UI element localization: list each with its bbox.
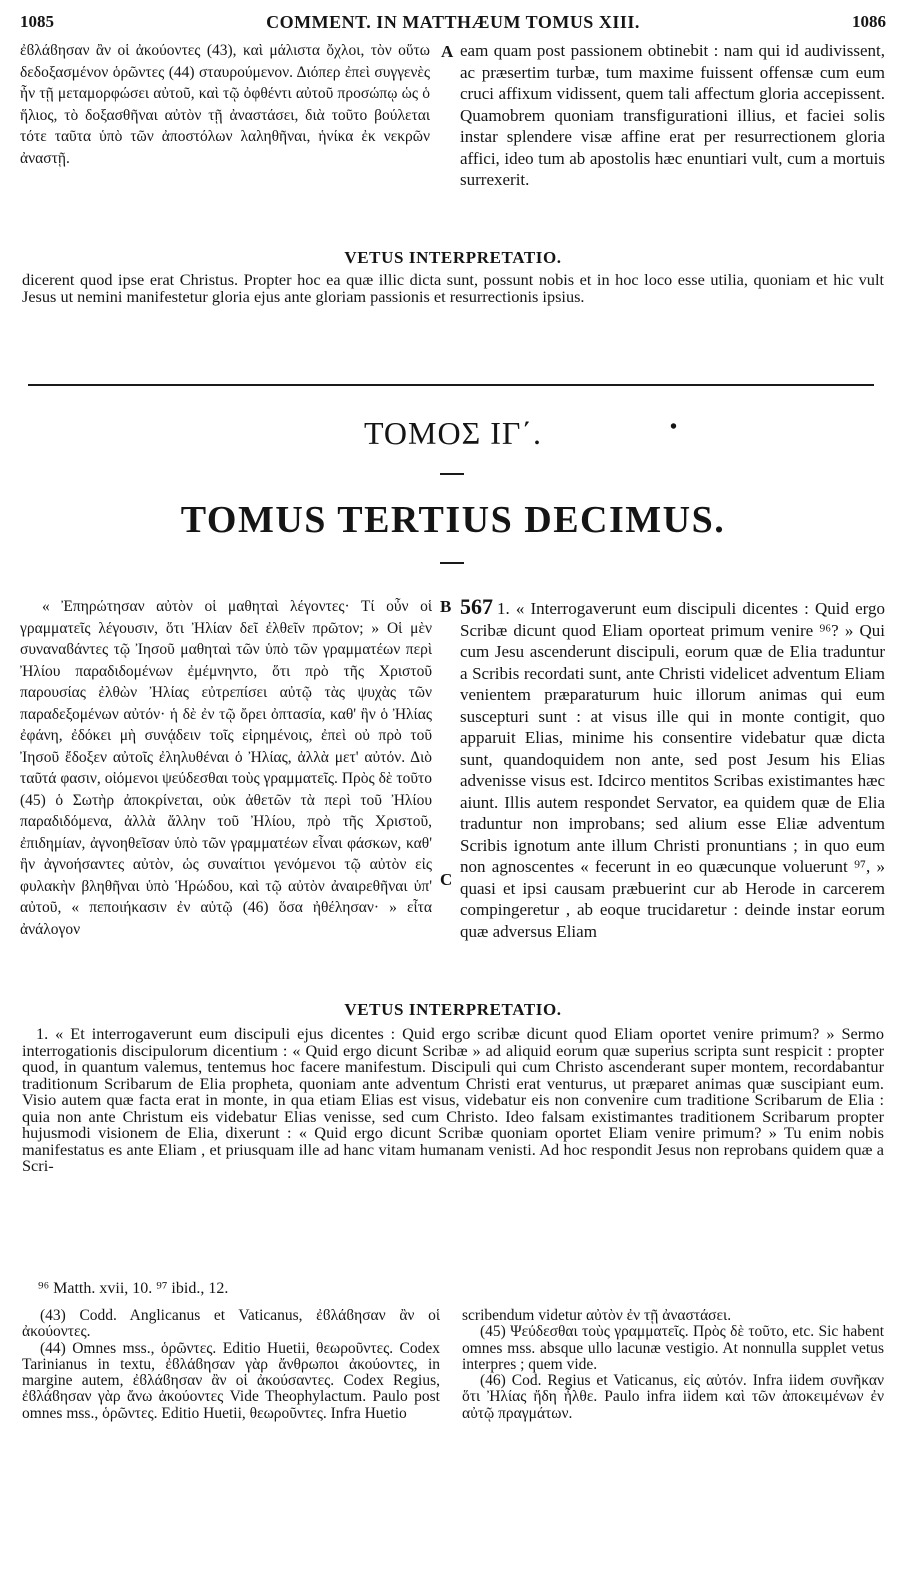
vetus-heading-top: VETUS INTERPRETATIO. [344,248,562,267]
footnote-references: ⁹⁶ Matth. xvii, 10. ⁹⁷ ibid., 12. [38,1280,229,1297]
title-rule-2 [440,562,464,564]
latin-book-title: TOMUS TERTIUS DECIMUS. [180,499,726,541]
greek-book-title: ΤΟΜΟΣ ΙΓ΄. [363,415,543,451]
running-header [20,12,886,36]
page-number-right: 1086 [852,12,886,31]
margin-mark-b: B [440,597,452,616]
main-latin-text: 1. « Interrogaverunt eum discipuli dicentes : Quid ergo Scribæ dicunt quod Eliam oporteat primum venire ⁹⁶? » Qui cum Jesu ascenderunt discipuli, eorum quæ de Elia traduntur a Scribis recordati sunt, ante Christi videlicet adventum Eliam venientem præparaturum huic illorum animas qui eum suscepturi sunt : at visus ille qui in monte contigit, quo apparuit Elias, minime his consentire videbatur quæ dicta sunt, quandoquidem non ante, sed post Jesum his Elias advenisse visus est. Idcirco mentitos Scribas existimantes hæc aiunt. Illis autem respondet Servator, ea quidem quæ de Elia traduntur non improbans; sed alium esse Eliæ adventum Scribis ignotum ante illum Christi pronuntians ; in quo eum non agnoscentes « fecerunt in eo quæcunque voluerunt ⁹⁷, » quasi et ipsi causam præbuerint cur ab Herode in carcerem compingeretur , ab eoque trucidaretur : deinde instar eorum quæ adversus Eliam [460,599,885,941]
page-number-left: 1085 [20,12,54,31]
top-greek-column: ἐϐλάϐησαν ἂν οἱ ἀκούοντες (43), καὶ μάλιστα ὄχλοι, τὸν οὕτω δεδοξασμένον ὁρῶντες (44) σταυρούμενον. Διόπερ ἐπεὶ συγγενὲς ἦν τῇ μεταμορφώσει αὐτοῦ, καὶ τῷ ὀφθέντι αὐτοῦ προσώπῳ ὡς ὁ ἥλιος, τὸ δοξασθῆναι αὐτὸν τῇ ἀναστάσει, διὰ τοῦτο βούλεται τότε ταῦτα ὑπὸ τῶν ἀποστόλων λαληθῆναι, ἡνίκα ἐκ νεκρῶν ἀναστῇ. [20,42,430,167]
note-43: (43) Codd. Anglicanus et Vaticanus, ἐϐλάϐησαν ἂν οἱ ἀκούοντες. [22,1307,440,1341]
notes-right-column [462,1308,884,1422]
main-latin-column [460,596,885,942]
note-continuation: scribendum videtur αὐτὸν ἐν τῇ ἀναστάσει. [462,1307,732,1324]
top-latin-column: eam quam post passionem obtinebit : nam qui id audivissent, ac præsertim turbæ, tum maxime fuissent offensæ cum eum cruci affixum vidissent, quem tali affectum gloria accepissent. Quamobrem quoniam transfigurationi illius, et faciei solis instar splendere visæ affine erat per resurrectionem gloria affici, ideo tum ab apostolis hæc enuntiari vult, cum a mortuis surrexerit. [460,41,885,189]
vetus-text-main: 1. « Et interrogaverunt eum discipuli ejus dicentes : Quid ergo scribæ dicunt quod Eliam oportet venire primum? » Sermo interrogationis discipulorum dicentium : « Quid ergo dicunt Scribæ » ad aliquid eorum quæ superius scripta sunt respicit : propter quod, in quantum valemus, tentemus hoc facere manifestum. Discipuli qui cum Christo ascenderant super montem, recordabantur traditionum Scribarum de Elia propheta, quoniam ante adventum Christi erat venturus, ut præparet animas quæ suscipiant eum. Visio autem quæ facta erat in monte, in qua etiam Elias est visus, videbatur eis non convenire cum traditione Scribarum de Elia : quia non ante Christum eis videbatur Elias venisse, sed cum Christo. Ideo falsam existimantes traditionem Scribarum propter hujusmodi visionem de Elia, dixerunt : « Quid ergo dicunt Scribæ quoniam oportet Eliam venire primum? » Tu enim nobis manifestatus es ante Eliam , et priusquam ille ad hanc vitam humanam venisti. Ad hoc respondit Jesus non reprobans quidem quæ a Scri- [22,1024,884,1175]
vetus-text-top: dicerent quod ipse erat Christus. Propter hoc ea quæ illic dicta sunt, possunt nobis et in hoc loco esse utilia, quoniam et hic vult Jesus ut nemini manifestetur gloria ejus ante gloriam passionis et resurrectionis ipsius. [22,270,884,306]
notes-left-column [22,1308,440,1422]
main-greek-column: « Ἐπηρώτησαν αὐτὸν οἱ μαθηταὶ λέγοντες· Τί οὖν οἱ γραμματεῖς λέγουσιν, ὅτι Ἠλίαν δεῖ ἐλθεῖν πρῶτον; » Οἱ μὲν συναναϐάντες τῷ Ἰησοῦ μαθηταὶ τῶν ὑπὸ τῶν γραμματέων περὶ Ἠλίου παραδιδομένων ἐμέμνηντο, ὅτι πρὸ τῆς Χριστοῦ παρουσίας ἐλθὼν Ἠλίας εὐτρεπίσει αὐτῷ τὰς ψυχὰς τῶν παραδεξομένων αὐτόν· ἡ δὲ ἐν τῷ ὄρει ὀπτασία, καθ' ἣν ὁ Ἠλίας ἐφάνη, ἐδόκει μὴ συνᾴδειν τοῖς εἰρημένοις, ἐπεὶ οὐ πρὸ τοῦ Ἰησοῦ ἔδοξεν αὐτοῖς ἐληλυθέναι ὁ Ἠλίας, ἀλλὰ μετ' αὐτόν. Διὸ ταῦτά φασιν, οἰόμενοι ψεύδεσθαι τοὺς γραμματεῖς. Πρὸς δὲ τοῦτο (45) ὁ Σωτὴρ ἀποκρίνεται, οὐκ ἀθετῶν τὰ περὶ τοῦ Ἠλίου παραδιδόμενα, ἀλλὰ ἄλλην τοῦ Ἠλίου, πρὸ τῆς Χριστοῦ, ἐπιδημίαν, ἀγνοηθεῖσαν ὑπὸ τῶν γραμματέων εἶναι φάσκων, καθ' ἣν ἀγνοήσαντες αὐτὸν, ὡς συναίτιοι γενόμενοι τῷ αὐτὸν εἰς φυλακὴν βληθῆναι ὑπὸ Ἡρώδου, καὶ τῷ αὐτὸν ἀναιρεθῆναι ὑπ' αὐτοῦ, « πεποιήκασιν ἐν αὐτῷ (46) ὅσα ἠθέλησαν· » εἶτα ἀνάλογον [20,598,432,938]
margin-mark-c: C [440,870,453,889]
running-title: COMMENT. IN MATTHÆUM TOMUS XIII. [266,12,640,32]
margin-mark-a: A [441,42,454,61]
vetus-heading-main: VETUS INTERPRETATIO. [344,1000,562,1019]
note-44: (44) Omnes mss., ὁρῶντες. Editio Huetii, θεωροῦντες. Codex Tarinianus in textu, ἐϐλάϐησαν γὰρ ἄνθρωποι ἀκούοντες, in margine autem, ἐϐλάϐησαν ἂν οἱ ἀκούσαντες. Codex Regius, ἐϐλάϐησαν γὰρ ἄνω ἀκούοντες Vide Theophylactum. Paulo post omnes mss., ὁρῶντες. Editio Huetii, θεωροῦντες. Infra Huetio [22,1339,440,1422]
note-46: (46) Cod. Regius et Vaticanus, εἰς αὐτόν. Infra iidem συνῆκαν ὅτι Ἠλίας ἤδη ἦλθε. Paulo infra iidem καὶ τῶν ἀποκειμένων ἐν αὐτῷ πραγμάτων. [462,1372,884,1422]
margin-page-number: 567 [460,594,493,619]
title-rule-1 [440,473,464,475]
section-rule [28,384,874,386]
note-45: (45) Ψεύδεσθαι τοὺς γραμματεῖς. Πρὸς δὲ τοῦτο, etc. Sic habent omnes mss. absque ullo lacunæ vestigio. At nonnulla supplet vetus interpres ; quem vide. [462,1323,884,1373]
stray-dot: • [670,416,678,438]
